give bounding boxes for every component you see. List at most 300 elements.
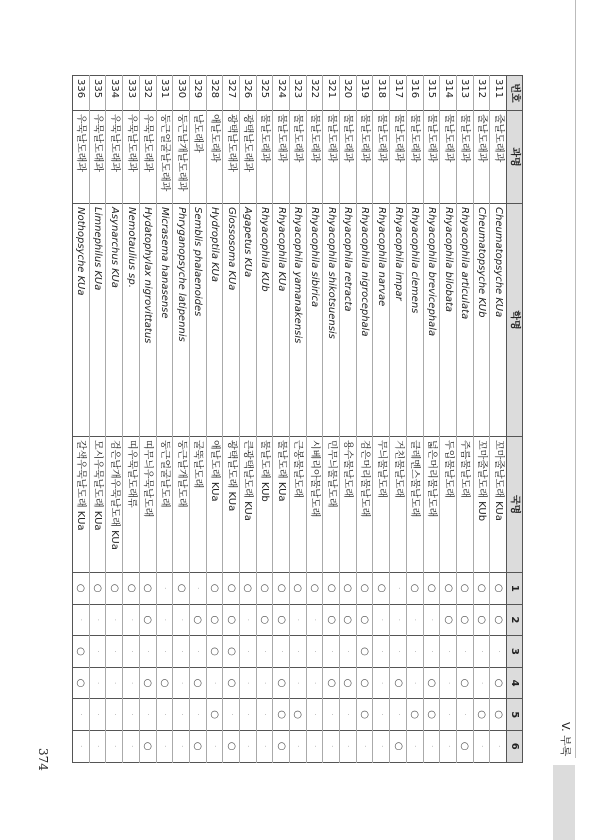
cell-site-1-mark: ○ — [340, 573, 357, 605]
cell-site-5-mark: · — [440, 699, 457, 731]
cell-site-1-mark: ○ — [473, 573, 490, 605]
table-row — [89, 76, 106, 763]
cell-site-5-mark: · — [256, 699, 273, 731]
cell-number: 332 — [139, 76, 156, 111]
cell-korean-name: 두입물날도래 — [440, 437, 457, 573]
cell-site-2-mark: · — [390, 604, 407, 636]
cell-site-5-mark: · — [73, 699, 90, 731]
cell-site-2-mark: ○ — [473, 604, 490, 636]
table-row — [406, 76, 423, 763]
cell-site-2-mark: · — [123, 604, 140, 636]
cell-site-4-mark: ○ — [323, 667, 340, 699]
cell-site-6-mark: · — [323, 730, 340, 762]
cell-site-6-mark: · — [356, 730, 373, 762]
cell-site-5-mark: ○ — [206, 699, 223, 731]
cell-site-1-mark: ○ — [406, 573, 423, 605]
cell-family: 줄날도래과 — [473, 111, 490, 204]
cell-site-6-mark: ○ — [273, 730, 290, 762]
cell-site-2-mark: ○ — [273, 604, 290, 636]
cell-number: 321 — [323, 76, 340, 111]
cell-family: 물날도래과 — [340, 111, 357, 204]
table-row — [106, 76, 123, 763]
cell-site-6-mark: ○ — [139, 730, 156, 762]
cell-korean-name: 검은머리물날도래 — [356, 437, 373, 573]
cell-site-6-mark: · — [490, 730, 507, 762]
cell-korean-name: 꼬마줄날도래 KUb — [473, 437, 490, 573]
cell-site-2-mark: ○ — [206, 604, 223, 636]
cell-site-1-mark: ○ — [223, 573, 240, 605]
cell-site-6-mark: · — [206, 730, 223, 762]
table-row — [423, 76, 440, 763]
cell-site-2-mark: ○ — [139, 604, 156, 636]
table-row — [256, 76, 273, 763]
cell-family: 물날도래과 — [273, 111, 290, 204]
cell-korean-name: 용수물날도래 — [340, 437, 357, 573]
table-row — [490, 76, 507, 763]
cell-site-2-mark: ○ — [456, 604, 473, 636]
cell-scientific-name: Phryganopsyche latipennis — [173, 204, 190, 437]
cell-site-1-mark: ○ — [490, 573, 507, 605]
cell-site-4-mark: ○ — [73, 667, 90, 699]
cell-site-4-mark: · — [206, 667, 223, 699]
cell-site-4-mark: · — [373, 667, 390, 699]
cell-site-3-mark: · — [490, 636, 507, 668]
page-number: 374 — [36, 748, 50, 771]
cell-number: 312 — [473, 76, 490, 111]
cell-family: 물날도래과 — [290, 111, 307, 204]
cell-site-2-mark: · — [156, 604, 173, 636]
cell-number: 320 — [340, 76, 357, 111]
cell-site-4-mark: ○ — [189, 667, 206, 699]
cell-number: 325 — [256, 76, 273, 111]
cell-site-4-mark: ○ — [356, 667, 373, 699]
column-header-site-5: 5 — [507, 699, 523, 731]
cell-scientific-name: Rhyacophila retracta — [340, 204, 357, 437]
cell-family: 물날도래과 — [440, 111, 457, 204]
cell-family: 물날도래과 — [256, 111, 273, 204]
cell-site-1-mark: ○ — [373, 573, 390, 605]
cell-family: 우묵날도래과 — [89, 111, 106, 204]
table-row — [123, 76, 140, 763]
cell-site-2-mark: · — [290, 604, 307, 636]
cell-scientific-name: Rhyacophila KUb — [256, 204, 273, 437]
cell-site-6-mark: ○ — [189, 730, 206, 762]
cell-scientific-name: Glossosoma KUa — [223, 204, 240, 437]
cell-korean-name: 굴뚝날도래 — [189, 437, 206, 573]
cell-site-4-mark: ○ — [223, 667, 240, 699]
cell-family: 광택날도래과 — [223, 111, 240, 204]
cell-family: 줄날도래과 — [490, 111, 507, 204]
cell-site-4-mark: ○ — [340, 667, 357, 699]
cell-korean-name: 무늬물날도래 — [373, 437, 390, 573]
cell-site-6-mark: ○ — [390, 730, 407, 762]
cell-scientific-name: Hydatophylax nigrovittatus — [139, 204, 156, 437]
cell-site-1-mark: ○ — [123, 573, 140, 605]
cell-site-5-mark: · — [240, 699, 257, 731]
column-header-family: 과명 — [507, 111, 523, 204]
table-header-row — [507, 76, 523, 763]
cell-site-3-mark: · — [273, 636, 290, 668]
cell-site-3-mark: · — [89, 636, 106, 668]
species-table — [72, 75, 523, 763]
cell-site-3-mark: · — [173, 636, 190, 668]
cell-korean-name: 갈색우묵날도래 KUa — [73, 437, 90, 573]
table-row — [189, 76, 206, 763]
cell-scientific-name: Rhyacophila bilobata — [440, 204, 457, 437]
cell-family: 둥근날개날도래과 — [173, 111, 190, 204]
cell-family: 우묵날도래과 — [123, 111, 140, 204]
cell-site-6-mark: · — [340, 730, 357, 762]
cell-site-5-mark: · — [156, 699, 173, 731]
page-margin-line — [575, 0, 576, 758]
cell-family: 우묵날도래과 — [139, 111, 156, 204]
cell-site-3-mark: ○ — [223, 636, 240, 668]
table-row — [173, 76, 190, 763]
cell-korean-name: 거친물날도래 — [390, 437, 407, 573]
table-row — [440, 76, 457, 763]
cell-site-3-mark: · — [323, 636, 340, 668]
cell-site-4-mark: · — [123, 667, 140, 699]
cell-scientific-name: Rhyacophila sibirica — [306, 204, 323, 437]
column-header-korean-name: 국명 — [507, 437, 523, 573]
cell-number: 327 — [223, 76, 240, 111]
cell-site-4-mark: · — [256, 667, 273, 699]
cell-site-3-mark: ○ — [73, 636, 90, 668]
cell-korean-name: 주름물날도래 — [456, 437, 473, 573]
column-header-site-3: 3 — [507, 636, 523, 668]
cell-scientific-name: Rhyacophila articulata — [456, 204, 473, 437]
cell-number: 316 — [406, 76, 423, 111]
cell-korean-name: 둥근얼굴날도래 — [156, 437, 173, 573]
cell-site-5-mark: · — [223, 699, 240, 731]
cell-site-1-mark: ○ — [206, 573, 223, 605]
cell-site-1-mark: · — [189, 573, 206, 605]
table-row — [340, 76, 357, 763]
cell-site-5-mark: ○ — [273, 699, 290, 731]
cell-site-3-mark: · — [256, 636, 273, 668]
species-table-container — [72, 75, 523, 762]
cell-site-3-mark: · — [456, 636, 473, 668]
cell-site-3-mark: · — [373, 636, 390, 668]
cell-site-6-mark: · — [156, 730, 173, 762]
cell-site-6-mark: · — [106, 730, 123, 762]
cell-site-5-mark: ○ — [473, 699, 490, 731]
cell-family: 물날도래과 — [373, 111, 390, 204]
cell-site-5-mark: · — [373, 699, 390, 731]
cell-korean-name: 모시우묵날도래 KUa — [89, 437, 106, 573]
cell-site-4-mark: · — [306, 667, 323, 699]
cell-site-3-mark: · — [106, 636, 123, 668]
cell-number: 335 — [89, 76, 106, 111]
cell-family: 물날도래과 — [406, 111, 423, 204]
cell-scientific-name: Rhyacophila nigrocephala — [356, 204, 373, 437]
cell-site-2-mark: · — [306, 604, 323, 636]
cell-number: 333 — [123, 76, 140, 111]
cell-site-2-mark: ○ — [323, 604, 340, 636]
cell-site-5-mark: ○ — [356, 699, 373, 731]
cell-site-3-mark: ○ — [206, 636, 223, 668]
cell-site-5-mark: · — [456, 699, 473, 731]
column-header-site-4: 4 — [507, 667, 523, 699]
cell-site-6-mark: · — [306, 730, 323, 762]
cell-number: 315 — [423, 76, 440, 111]
cell-site-5-mark: · — [123, 699, 140, 731]
cell-scientific-name: Rhyacophila yamanakensis — [290, 204, 307, 437]
cell-site-5-mark: · — [173, 699, 190, 731]
cell-site-4-mark: ○ — [456, 667, 473, 699]
cell-site-4-mark: · — [473, 667, 490, 699]
cell-family: 광택날도래과 — [240, 111, 257, 204]
cell-number: 323 — [290, 76, 307, 111]
cell-site-5-mark: ○ — [290, 699, 307, 731]
cell-scientific-name: Agapetus KUa — [240, 204, 257, 437]
cell-korean-name: 근봉물날도래 — [290, 437, 307, 573]
cell-number: 334 — [106, 76, 123, 111]
cell-korean-name: 검은날개우묵날도래 KUa — [106, 437, 123, 573]
cell-site-3-mark: · — [340, 636, 357, 668]
table-row — [473, 76, 490, 763]
cell-site-1-mark: ○ — [290, 573, 307, 605]
cell-number: 324 — [273, 76, 290, 111]
cell-scientific-name: Rhyacophila shikotsuensis — [323, 204, 340, 437]
cell-site-4-mark: · — [440, 667, 457, 699]
cell-site-1-mark: ○ — [139, 573, 156, 605]
section-label: V. 부록 — [559, 722, 572, 757]
cell-site-6-mark: · — [373, 730, 390, 762]
cell-site-4-mark: · — [290, 667, 307, 699]
cell-site-1-mark: ○ — [356, 573, 373, 605]
cell-scientific-name: Micrasema hanasense — [156, 204, 173, 437]
cell-site-3-mark: · — [240, 636, 257, 668]
cell-site-6-mark: · — [123, 730, 140, 762]
cell-korean-name: 광택날도래 KUa — [223, 437, 240, 573]
table-row — [356, 76, 373, 763]
cell-scientific-name: Asynarchus KUa — [106, 204, 123, 437]
cell-site-5-mark: · — [340, 699, 357, 731]
cell-korean-name: 띠무늬우묵날도래 — [139, 437, 156, 573]
cell-site-3-mark: · — [390, 636, 407, 668]
cell-site-3-mark: · — [189, 636, 206, 668]
cell-site-3-mark: · — [473, 636, 490, 668]
cell-korean-name: 애날도래 KUa — [206, 437, 223, 573]
cell-family: 둥근얼굴날도래과 — [156, 111, 173, 204]
cell-site-5-mark: ○ — [406, 699, 423, 731]
cell-scientific-name: Rhyacophila brevicephala — [423, 204, 440, 437]
cell-site-1-mark: ○ — [273, 573, 290, 605]
cell-site-4-mark: · — [173, 667, 190, 699]
cell-scientific-name: Nothopsyche KUa — [73, 204, 90, 437]
table-row — [240, 76, 257, 763]
cell-number: 331 — [156, 76, 173, 111]
cell-scientific-name: Cheumatopsyche KUa — [490, 204, 507, 437]
cell-site-3-mark: · — [290, 636, 307, 668]
column-header-scientific-name: 학명 — [507, 204, 523, 437]
cell-site-3-mark: · — [123, 636, 140, 668]
table-row — [323, 76, 340, 763]
table-row — [273, 76, 290, 763]
cell-number: 326 — [240, 76, 257, 111]
table-row — [456, 76, 473, 763]
cell-site-6-mark: · — [406, 730, 423, 762]
cell-site-5-mark: ○ — [423, 699, 440, 731]
cell-number: 328 — [206, 76, 223, 111]
cell-site-6-mark: · — [173, 730, 190, 762]
cell-site-3-mark: · — [406, 636, 423, 668]
cell-site-3-mark: · — [139, 636, 156, 668]
table-row — [73, 76, 90, 763]
column-header-number: 번호 — [507, 76, 523, 111]
cell-site-1-mark: · — [390, 573, 407, 605]
cell-site-2-mark: · — [73, 604, 90, 636]
cell-site-1-mark: ○ — [456, 573, 473, 605]
cell-site-5-mark: · — [139, 699, 156, 731]
cell-site-5-mark: · — [390, 699, 407, 731]
cell-number: 336 — [73, 76, 90, 111]
cell-site-1-mark: ○ — [256, 573, 273, 605]
cell-site-4-mark: ○ — [390, 667, 407, 699]
cell-scientific-name: Cheumatopsyche KUb — [473, 204, 490, 437]
column-header-site-2: 2 — [507, 604, 523, 636]
cell-site-5-mark: ○ — [490, 699, 507, 731]
table-row — [206, 76, 223, 763]
cell-scientific-name: Limnephilus KUa — [89, 204, 106, 437]
cell-site-2-mark: · — [240, 604, 257, 636]
cell-korean-name: 꼬마줄날도래 KUa — [490, 437, 507, 573]
cell-site-4-mark: ○ — [139, 667, 156, 699]
cell-site-5-mark: · — [323, 699, 340, 731]
cell-site-4-mark: · — [89, 667, 106, 699]
cell-scientific-name: Rhyacophila narvae — [373, 204, 390, 437]
cell-korean-name: 시베리아물날도래 — [306, 437, 323, 573]
cell-family: 물날도래과 — [423, 111, 440, 204]
cell-site-6-mark: · — [73, 730, 90, 762]
cell-site-5-mark: · — [189, 699, 206, 731]
cell-site-1-mark: · — [156, 573, 173, 605]
cell-korean-name: 민무늬물날도래 — [323, 437, 340, 573]
cell-site-1-mark: ○ — [240, 573, 257, 605]
cell-site-5-mark: · — [89, 699, 106, 731]
cell-scientific-name: Hydroptila KUa — [206, 204, 223, 437]
cell-korean-name: 띠우묵날도래류 — [123, 437, 140, 573]
cell-korean-name: 둥근날개날도래 — [173, 437, 190, 573]
cell-scientific-name: Semblis phalaenoides — [189, 204, 206, 437]
cell-site-4-mark: · — [106, 667, 123, 699]
section-tab — [553, 765, 575, 840]
cell-site-6-mark: · — [256, 730, 273, 762]
cell-number: 329 — [189, 76, 206, 111]
cell-family: 물날도래과 — [390, 111, 407, 204]
cell-number: 313 — [456, 76, 473, 111]
cell-site-1-mark: ○ — [440, 573, 457, 605]
cell-site-2-mark: ○ — [256, 604, 273, 636]
table-row — [373, 76, 390, 763]
cell-site-6-mark: · — [423, 730, 440, 762]
cell-korean-name: 물날도래 KUb — [256, 437, 273, 573]
cell-site-1-mark: ○ — [323, 573, 340, 605]
table-row — [306, 76, 323, 763]
table-row — [290, 76, 307, 763]
cell-site-1-mark: ○ — [89, 573, 106, 605]
column-header-site-1: 1 — [507, 573, 523, 605]
cell-site-2-mark: ○ — [223, 604, 240, 636]
table-row — [390, 76, 407, 763]
table-row — [223, 76, 240, 763]
cell-site-2-mark: · — [373, 604, 390, 636]
cell-site-2-mark: · — [423, 604, 440, 636]
cell-site-4-mark: · — [240, 667, 257, 699]
cell-site-1-mark: ○ — [73, 573, 90, 605]
cell-family: 물날도래과 — [356, 111, 373, 204]
cell-number: 318 — [373, 76, 390, 111]
cell-site-1-mark: ○ — [423, 573, 440, 605]
cell-site-2-mark: ○ — [440, 604, 457, 636]
table-row — [156, 76, 173, 763]
cell-number: 311 — [490, 76, 507, 111]
cell-family: 우묵날도래과 — [73, 111, 90, 204]
cell-site-2-mark: ○ — [490, 604, 507, 636]
cell-site-3-mark: · — [306, 636, 323, 668]
cell-site-2-mark: · — [106, 604, 123, 636]
cell-scientific-name: Rhyacophila KUa — [273, 204, 290, 437]
cell-site-5-mark: · — [106, 699, 123, 731]
cell-site-6-mark: · — [440, 730, 457, 762]
cell-site-1-mark: ○ — [106, 573, 123, 605]
cell-site-3-mark: · — [156, 636, 173, 668]
cell-site-2-mark: ○ — [340, 604, 357, 636]
cell-site-6-mark: ○ — [456, 730, 473, 762]
cell-site-6-mark: · — [290, 730, 307, 762]
cell-scientific-name: Nemotaulius sp. — [123, 204, 140, 437]
cell-site-1-mark: ○ — [306, 573, 323, 605]
cell-site-1-mark: ○ — [173, 573, 190, 605]
cell-number: 314 — [440, 76, 457, 111]
cell-site-2-mark: ○ — [189, 604, 206, 636]
cell-korean-name: 넓은머리물날도래 — [423, 437, 440, 573]
cell-site-3-mark: ○ — [356, 636, 373, 668]
cell-korean-name: 큰광택날도래 KUa — [240, 437, 257, 573]
cell-site-6-mark: · — [89, 730, 106, 762]
cell-site-3-mark: · — [440, 636, 457, 668]
cell-family: 물날도래과 — [456, 111, 473, 204]
cell-scientific-name: Rhyacophila impar — [390, 204, 407, 437]
cell-site-4-mark: ○ — [273, 667, 290, 699]
cell-site-6-mark: · — [473, 730, 490, 762]
cell-site-2-mark: · — [89, 604, 106, 636]
cell-family: 애날도래과 — [206, 111, 223, 204]
cell-site-6-mark: · — [240, 730, 257, 762]
cell-site-4-mark: · — [406, 667, 423, 699]
cell-family: 날도래과 — [189, 111, 206, 204]
cell-site-4-mark: ○ — [423, 667, 440, 699]
cell-site-2-mark: · — [173, 604, 190, 636]
cell-site-4-mark: ○ — [490, 667, 507, 699]
table-row — [139, 76, 156, 763]
cell-korean-name: 클레멘스물날도래 — [406, 437, 423, 573]
cell-site-5-mark: · — [306, 699, 323, 731]
cell-korean-name: 물날도래 KUa — [273, 437, 290, 573]
cell-number: 317 — [390, 76, 407, 111]
cell-family: 물날도래과 — [323, 111, 340, 204]
cell-site-2-mark: · — [406, 604, 423, 636]
cell-scientific-name: Rhyacophila clemens — [406, 204, 423, 437]
cell-number: 319 — [356, 76, 373, 111]
cell-site-6-mark: ○ — [223, 730, 240, 762]
cell-site-4-mark: ○ — [156, 667, 173, 699]
cell-number: 330 — [173, 76, 190, 111]
cell-number: 322 — [306, 76, 323, 111]
cell-site-2-mark: ○ — [356, 604, 373, 636]
cell-family: 우묵날도래과 — [106, 111, 123, 204]
